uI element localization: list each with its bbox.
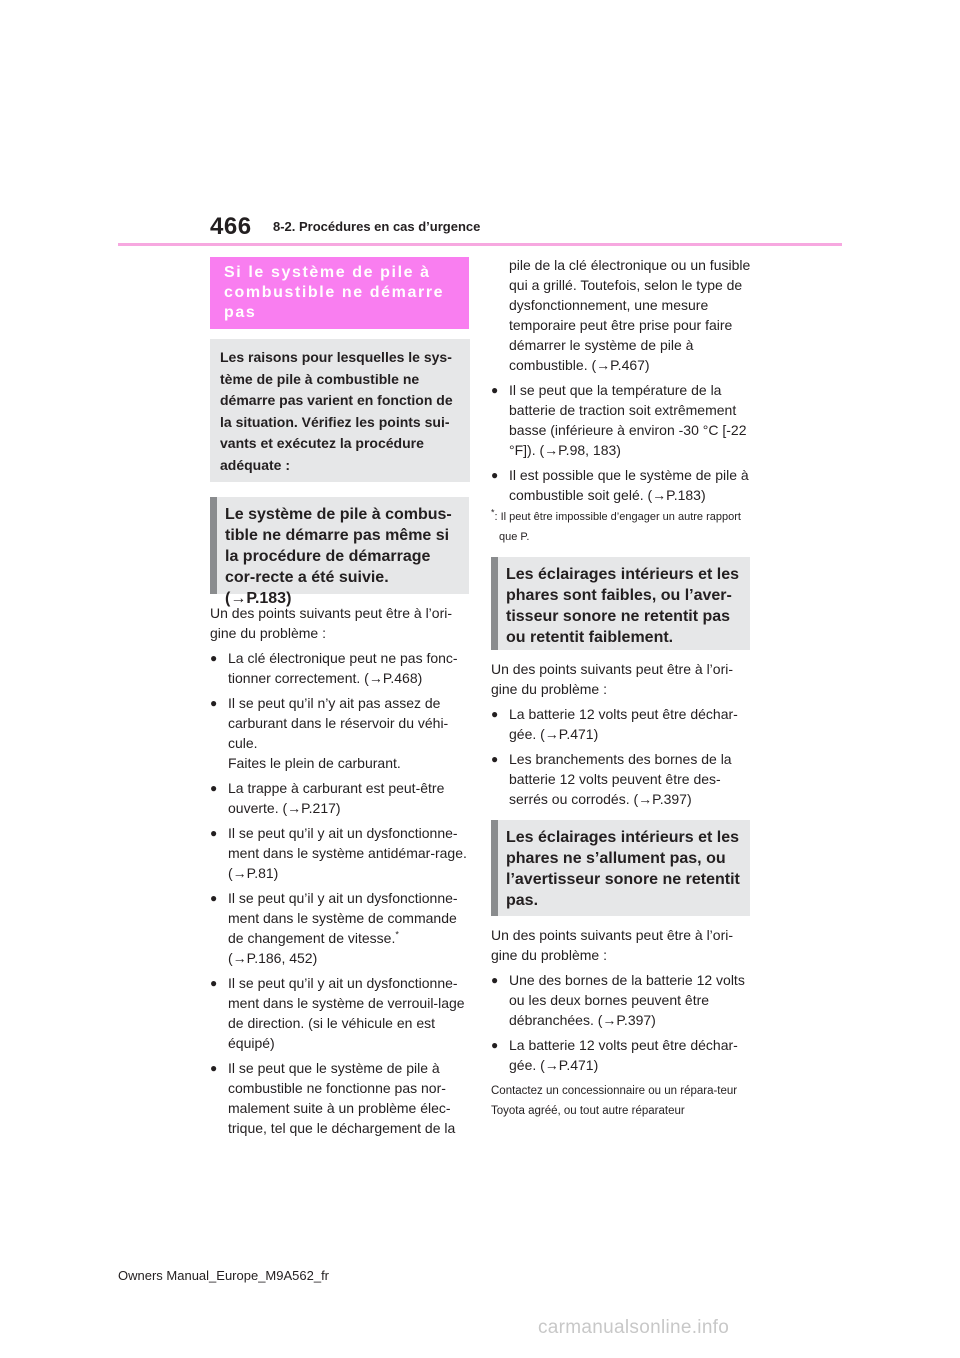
page-number: 466: [210, 213, 252, 240]
section-heading-no-start: Le système de pile à combus-tible ne démarre pas même si la procédure de démarrage cor-recte a été suivie. (→P.183): [210, 497, 469, 594]
bullet-icon: ●: [491, 752, 499, 766]
bullet-icon: ●: [491, 383, 499, 397]
list-item: ● Il se peut que le système de pile à combustible ne fonctionne pas nor-malement suite à un problème élec-trique, tel que le déchargement de la: [210, 1060, 456, 1136]
header-divider: [118, 243, 842, 246]
list-item: ● Il se peut que la température de la batterie de traction soit extrêmement basse (inférieure à environ -30 °C [-22 °F]). (→P.98, 183): [491, 382, 747, 458]
list-item: ● La clé électronique peut ne pas fonc-tionner correctement. (→P.468): [210, 650, 458, 686]
bullet-icon: ●: [210, 826, 218, 840]
bullet-icon: ●: [491, 707, 499, 721]
bullet-icon: ●: [491, 973, 499, 987]
section2-text: [491, 659, 751, 809]
section-heading-dim-lights: Les éclairages intérieurs et les phares sont faibles, ou l’aver-tisseur sonore ne retentit pas ou retentit faiblement.: [491, 557, 750, 650]
section-reference: 8-2. Procédures en cas d’urgence: [273, 219, 481, 234]
list-item: ● Une des bornes de la batterie 12 volts ou les deux bornes peuvent être débranchées. (→P.397): [491, 972, 745, 1028]
list-item: ● La batterie 12 volts peut être déchar-gée. (→P.471): [491, 1037, 738, 1073]
list-item: ● Il se peut qu’il y ait un dysfonctionne-ment dans le système antidémar-rage. (→P.81): [210, 825, 467, 881]
intro-box: Les raisons pour lesquelles le sys-tème de pile à combustible ne démarre pas varient en fonction de la situation. Vérifiez les points sui-vants et exécutez la procédure adéquate :: [210, 339, 470, 482]
lead-paragraph: Un des points suivants peut être à l’ori-gine du problème :: [210, 605, 453, 641]
list-item: ● La trappe à carburant est peut-être ouverte. (→P.217): [210, 780, 445, 816]
bullet-icon: ●: [210, 976, 218, 990]
lead-paragraph: Un des points suivants peut être à l’ori-gine du problème :: [491, 927, 734, 963]
closing-note: Contactez un concessionnaire ou un répara-teur Toyota agréé, ou tout autre réparateur: [491, 1085, 738, 1117]
bullet-icon: ●: [210, 1061, 218, 1075]
section3-text: [491, 925, 751, 1121]
list-item: ● Les branchements des bornes de la batterie 12 volts peuvent être des-serrés ou corrodés. (→P.397): [491, 751, 732, 807]
bullet-icon: ●: [210, 891, 218, 905]
bullet-icon: ●: [210, 696, 218, 710]
bullet-icon: ●: [210, 651, 218, 665]
list-item: ● Il se peut qu’il n’y ait pas assez de carburant dans le réservoir du véhi-cule. Faites le plein de carburant.: [210, 695, 449, 771]
bullet-icon: ●: [210, 781, 218, 795]
section-heading-no-lights: Les éclairages intérieurs et les phares ne s’allument pas, ou l’avertisseur sonore ne retentit pas.: [491, 820, 750, 916]
footnote: *: Il peut être impossible d’engager un autre rapport que P.: [491, 507, 741, 543]
left-column-text: [210, 603, 470, 1138]
list-item: ● La batterie 12 volts peut être déchar-gée. (→P.471): [491, 706, 738, 742]
list-item: ● Il est possible que le système de pile à combustible soit gelé. (→P.183): [491, 467, 749, 503]
list-item-note: Faites le plein de carburant.: [228, 755, 401, 771]
page-reference: (→P.186, 452): [228, 950, 318, 966]
bullet-icon: ●: [491, 1038, 499, 1052]
watermark: carmanualsonline.info: [538, 1317, 730, 1338]
footnote-marker: *: [491, 507, 495, 518]
bullet-icon: ●: [491, 468, 499, 482]
list-item: ● Il se peut qu’il y ait un dysfonctionne-ment dans le système de verrouil-lage de direction. (si le véhicule en est équipé): [210, 975, 465, 1051]
lead-paragraph: Un des points suivants peut être à l’ori-gine du problème :: [491, 661, 734, 697]
right-column-top: [491, 255, 751, 547]
footnote-marker: *: [395, 929, 399, 940]
document-id: Owners Manual_Europe_M9A562_fr: [118, 1268, 330, 1283]
pink-section-title: Si le système de pile à combustible ne démarre pas: [210, 257, 469, 329]
list-item-continuation: pile de la clé électronique ou un fusible qui a grillé. Toutefois, selon le type de dysfonctionnement, une mesure temporaire peut être prise pour faire démarrer le système de pile à combustible. (→P.467): [509, 257, 751, 373]
list-item: ● Il se peut qu’il y ait un dysfonctionne-ment dans le système de commande de changement de vitesse.* (→P.186, 452): [210, 890, 458, 966]
